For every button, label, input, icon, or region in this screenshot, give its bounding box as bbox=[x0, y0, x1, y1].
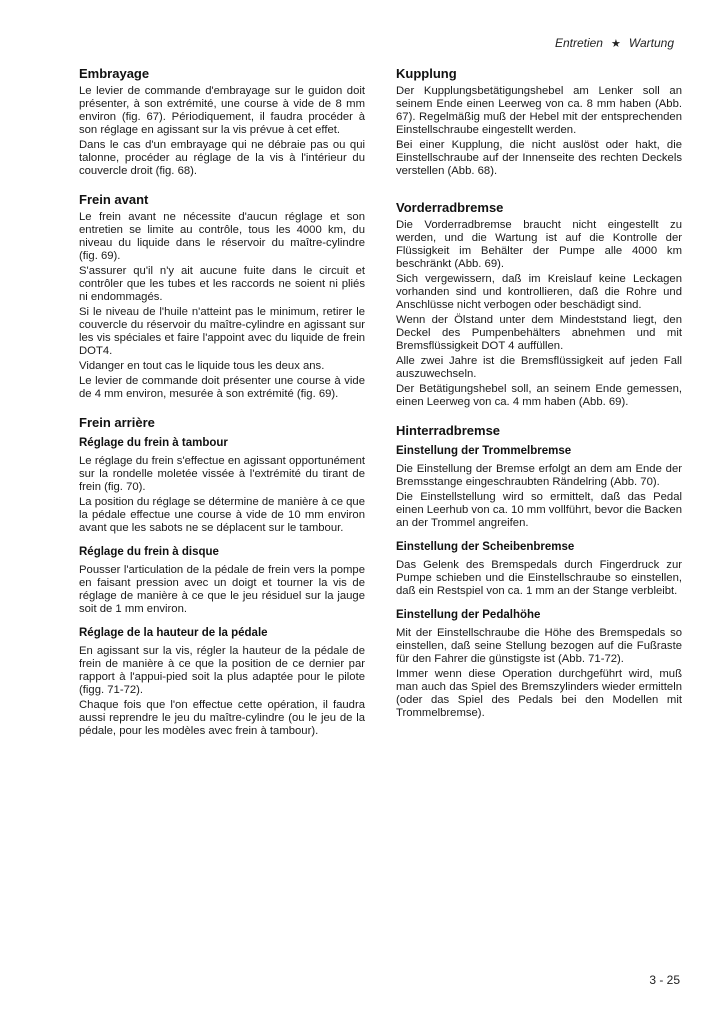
subsection-trommelbremse bbox=[396, 444, 682, 530]
section-title: Frein avant bbox=[79, 192, 149, 207]
paragraph: Der Betätigungshebel soll, an seinem Ende gemessen, einen Leerweg von ca. 4 mm haben (Abb. 69). bbox=[396, 383, 682, 408]
paragraph: Das Gelenk des Bremspedals durch Fingerdruck zur Pumpe schieben und die Einstellschraube so einstellen, daß ein Restspiel von ca. 1 mm an der Stange verbleibt. bbox=[396, 559, 682, 597]
paragraph: Mit der Einstellschraube die Höhe des Bremspedals so einstellen, daß seine Stellung bezogen auf die Fußraste für den Fahrer die günstigste ist (Abb. 71-72). bbox=[396, 627, 682, 665]
paragraph: Wenn der Ölstand unter dem Mindeststand liegt, den Deckel des Pumpenbehälters abnehmen und mit Bremsflüssigkeit DOT 4 auffüllen. bbox=[396, 314, 682, 352]
paragraph: Le levier de commande d'embrayage sur le guidon doit présenter, à son extrémité, une course à vide de 8 mm environ (fig. 67). Périodiquement, il faudra procéder à son réglage en agissant sur la vis prévue à cet effet. bbox=[79, 85, 365, 136]
section-title: Vorderradbremse bbox=[396, 200, 504, 215]
subsection-title: Réglage du frein à tambour bbox=[79, 437, 228, 449]
paragraph: Pousser l'articulation de la pédale de frein vers la pompe en faisant pression avec un doigt et tourner la vis de réglage de manière à ce que le jeu résiduel sur la jauge soit de 1 mm environ. bbox=[79, 564, 365, 615]
running-header bbox=[555, 36, 674, 50]
subsection-title: Réglage de la hauteur de la pédale bbox=[79, 627, 268, 639]
section-title: Frein arrière bbox=[79, 415, 155, 430]
subsection-tambour bbox=[79, 436, 365, 535]
paragraph: Die Einstellung der Bremse erfolgt an dem am Ende der Bremsstange eingeschraubten Rändelring (Abb. 70). bbox=[396, 463, 682, 488]
paragraph: Die Vorderradbremse braucht nicht eingestellt zu werden, und die Wartung ist auf die Kontrolle der Flüssigkeit im Behälter der Pumpe alle 4000 km beschränkt (Abb. 69). bbox=[396, 219, 682, 270]
section-embrayage bbox=[79, 66, 365, 178]
paragraph: Der Kupplungsbetätigungshebel am Lenker soll an seinem Ende einen Leerweg von ca. 8 mm haben (Abb. 67). Regelmäßig muß der Hebel mit der entsprechenden Einstellschraube eingestellt werden. bbox=[396, 85, 682, 136]
section-frein-avant bbox=[79, 192, 365, 401]
paragraph: Die Einstellstellung wird so ermittelt, daß das Pedal einen Leerhub von ca. 10 mm vollführt, bevor die Backen an der Trommel angreifen. bbox=[396, 491, 682, 529]
section-vorderradbremse bbox=[396, 200, 682, 409]
paragraph: S'assurer qu'il n'y ait aucune fuite dans le circuit et contrôler que les tubes et les raccords ne soient ni pliés ni endommagés. bbox=[79, 265, 365, 303]
paragraph: Bei einer Kupplung, die nicht auslöst oder hakt, die Einstellschraube auf der Innenseite des rechten Deckels verstellen (Abb. 68). bbox=[396, 139, 682, 177]
french-column bbox=[79, 62, 365, 752]
subsection-title: Réglage du frein à disque bbox=[79, 546, 219, 558]
section-frein-arriere bbox=[79, 415, 365, 738]
section-title: Hinterradbremse bbox=[396, 423, 501, 438]
paragraph: Si le niveau de l'huile n'atteint pas le minimum, retirer le couvercle du réservoir du maître-cylindre en agissant sur les vis spéciales et faire l'appoint avec du liquide de frein DOT4. bbox=[79, 306, 365, 357]
subsection-title: Einstellung der Scheibenbremse bbox=[396, 541, 575, 553]
subsection-pedalhoehe bbox=[396, 608, 682, 720]
subsection-title: Einstellung der Pedalhöhe bbox=[396, 609, 541, 621]
subsection-disque bbox=[79, 545, 365, 616]
paragraph: Vidanger en tout cas le liquide tous les deux ans. bbox=[79, 360, 325, 372]
paragraph: Immer wenn diese Operation durchgeführt wird, muß man auch das Spiel des Bremszylinders wieder ermitteln (oder das Spiel des Pedals bei den Modellen mit Trommelbremse). bbox=[396, 668, 682, 719]
star-icon: ★ bbox=[610, 38, 621, 50]
german-column bbox=[396, 62, 682, 734]
paragraph: Le réglage du frein s'effectue en agissant opportunément sur la rondelle moletée vissée à l'extrémité du tirant de frein (fig. 70). bbox=[79, 455, 365, 493]
section-hinterradbremse bbox=[396, 423, 682, 720]
section-title: Kupplung bbox=[396, 66, 457, 81]
section-kupplung bbox=[396, 66, 682, 178]
page-number: 3 - 25 bbox=[649, 973, 680, 987]
paragraph: Le levier de commande doit présenter une course à vide de 4 mm environ, mesurée à son extrémité (fig. 69). bbox=[79, 375, 365, 400]
paragraph: Chaque fois que l'on effectue cette opération, il faudra aussi reprendre le jeu du maître-cylindre (ou le jeu de la pédale, pour les modèles avec frein à tambour). bbox=[79, 699, 365, 737]
header-french: Entretien bbox=[554, 36, 603, 50]
paragraph: Le frein avant ne nécessite d'aucun réglage et son entretien se limite au contrôle, tous les 4000 km, du niveau du liquide dans le réservoir du maître-cylindre (fig. 69). bbox=[79, 211, 365, 262]
paragraph: Dans le cas d'un embrayage qui ne débraie pas ou qui talonne, procéder au réglage de la vis à l'intérieur du couvercle droit (fig. 68). bbox=[79, 139, 365, 177]
subsection-hauteur-pedale bbox=[79, 626, 365, 738]
paragraph: En agissant sur la vis, régler la hauteur de la pédale de frein de manière à ce que la position de ce dernier par rapport à l'appui-pied soit la plus adaptée pour le pilote (figg. 71-72). bbox=[79, 645, 365, 696]
paragraph: La position du réglage se détermine de manière à ce que la pédale effectue une course à vide de 10 mm environ avant que les sabots ne se déplacent sur le tambour. bbox=[79, 496, 365, 534]
header-german: Wartung bbox=[628, 36, 674, 50]
paragraph: Alle zwei Jahre ist die Bremsflüssigkeit auf jeden Fall auszuwechseln. bbox=[396, 355, 682, 380]
section-title: Embrayage bbox=[79, 66, 150, 81]
subsection-title: Einstellung der Trommelbremse bbox=[396, 445, 572, 457]
subsection-scheibenbremse bbox=[396, 540, 682, 598]
paragraph: Sich vergewissern, daß im Kreislauf keine Leckagen vorhanden sind und kontrollieren, daß die Rohre und Anschlüsse nicht verbogen oder beschädigt sind. bbox=[396, 273, 682, 311]
